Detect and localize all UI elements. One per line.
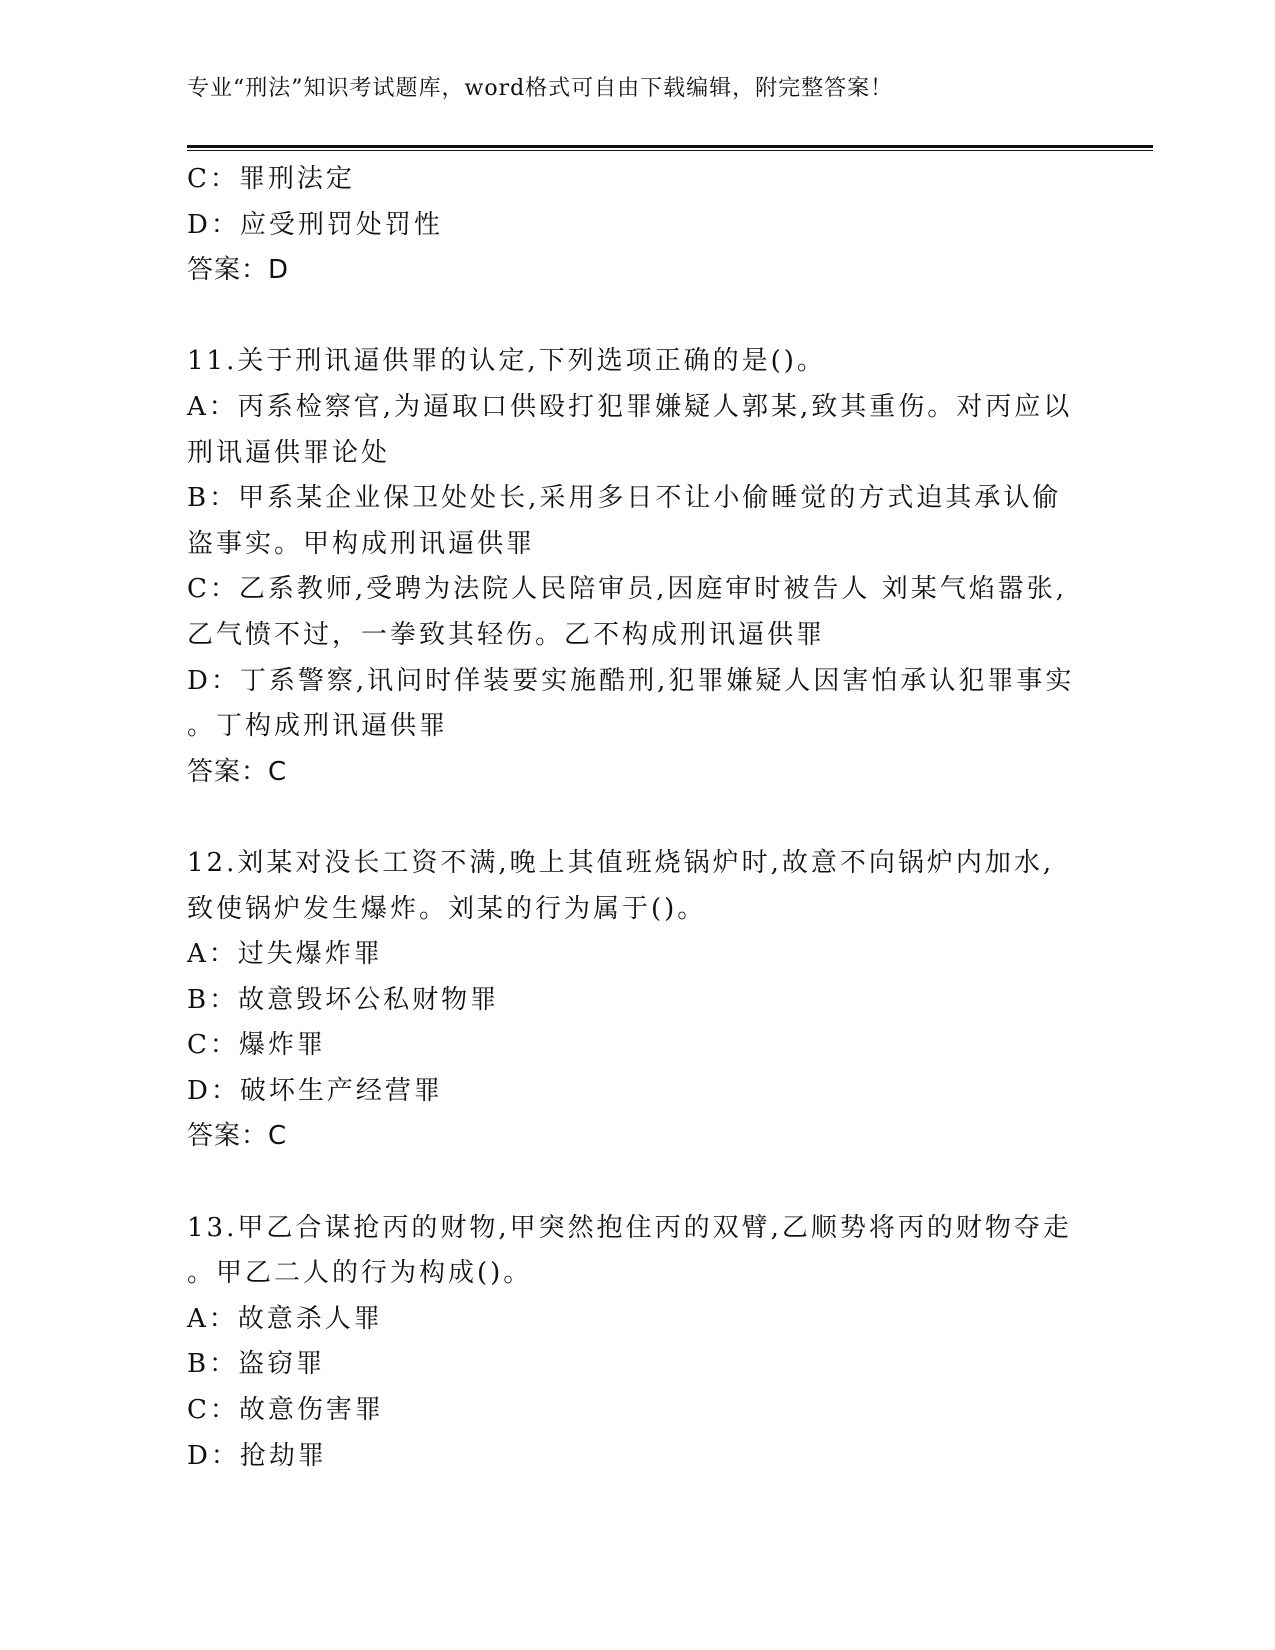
option-d: D：应受刑罚处罚性 xyxy=(187,209,443,240)
spacer xyxy=(187,1160,1087,1206)
question-stem: 11.关于刑讯逼供罪的认定,下列选项正确的是()。 xyxy=(187,346,826,377)
option-c: C：乙系教师,受聘为法院人民陪审员,因庭审时被告人 刘某气焰嚣张, xyxy=(187,574,1067,605)
option-b: B：故意毁坏公私财物罪 xyxy=(187,984,500,1015)
option-d: D：抢劫罪 xyxy=(187,1440,327,1471)
option-a: A：过失爆炸罪 xyxy=(187,939,383,970)
option-d: D：破坏生产经营罪 xyxy=(187,1075,443,1106)
option-b: B：甲系某企业保卫处处长,采用多日不让小偷睡觉的方式迫其承认偷 xyxy=(187,483,1062,514)
option-c: C：爆炸罪 xyxy=(187,1030,326,1061)
spacer xyxy=(187,294,1087,340)
answer-line: 答案：C xyxy=(187,756,288,787)
question-12 xyxy=(187,841,1087,1160)
question-stem: 13.甲乙合谋抢丙的财物,甲突然抱住丙的双臂,乙顺势将丙的财物夺走 xyxy=(187,1212,1072,1243)
header-divider-thin xyxy=(187,150,1153,151)
question-13 xyxy=(187,1206,1087,1480)
page-header: 专业“刑法”知识考试题库，word格式可自由下载编辑，附完整答案！ xyxy=(187,76,894,101)
option-a-continued: 刑讯逼供罪论处 xyxy=(187,437,391,468)
question-stem-continued: 致使锅炉发生爆炸。刘某的行为属于()。 xyxy=(187,893,707,924)
answer-line: 答案：D xyxy=(187,255,290,286)
option-d: D：丁系警察,讯问时佯装要实施酷刑,犯罪嫌疑人因害怕承认犯罪事实 xyxy=(187,665,1075,696)
option-b-continued: 盗事实。甲构成刑讯逼供罪 xyxy=(187,528,536,559)
question-11 xyxy=(187,339,1087,795)
option-a: A：故意杀人罪 xyxy=(187,1303,383,1334)
question-stem-continued: 。甲乙二人的行为构成()。 xyxy=(187,1258,533,1289)
option-d-continued: 。丁构成刑讯逼供罪 xyxy=(187,711,449,742)
question-stem: 12.刘某对没长工资不满,晚上其值班烧锅炉时,故意不向锅炉内加水, xyxy=(187,847,1055,878)
question-10-tail xyxy=(187,157,1087,294)
option-c: C：罪刑法定 xyxy=(187,164,355,194)
answer-line: 答案：C xyxy=(187,1121,288,1152)
option-a: A：丙系检察官,为逼取口供殴打犯罪嫌疑人郭某,致其重伤。对丙应以 xyxy=(187,391,1073,422)
spacer xyxy=(187,795,1087,841)
header-divider-thick xyxy=(187,145,1153,148)
option-b: B：盗窃罪 xyxy=(187,1349,326,1380)
question-list xyxy=(187,157,1087,1479)
option-c: C：故意伤害罪 xyxy=(187,1395,384,1426)
option-c-continued: 乙气愤不过，一拳致其轻伤。乙不构成刑讯逼供罪 xyxy=(187,619,826,650)
